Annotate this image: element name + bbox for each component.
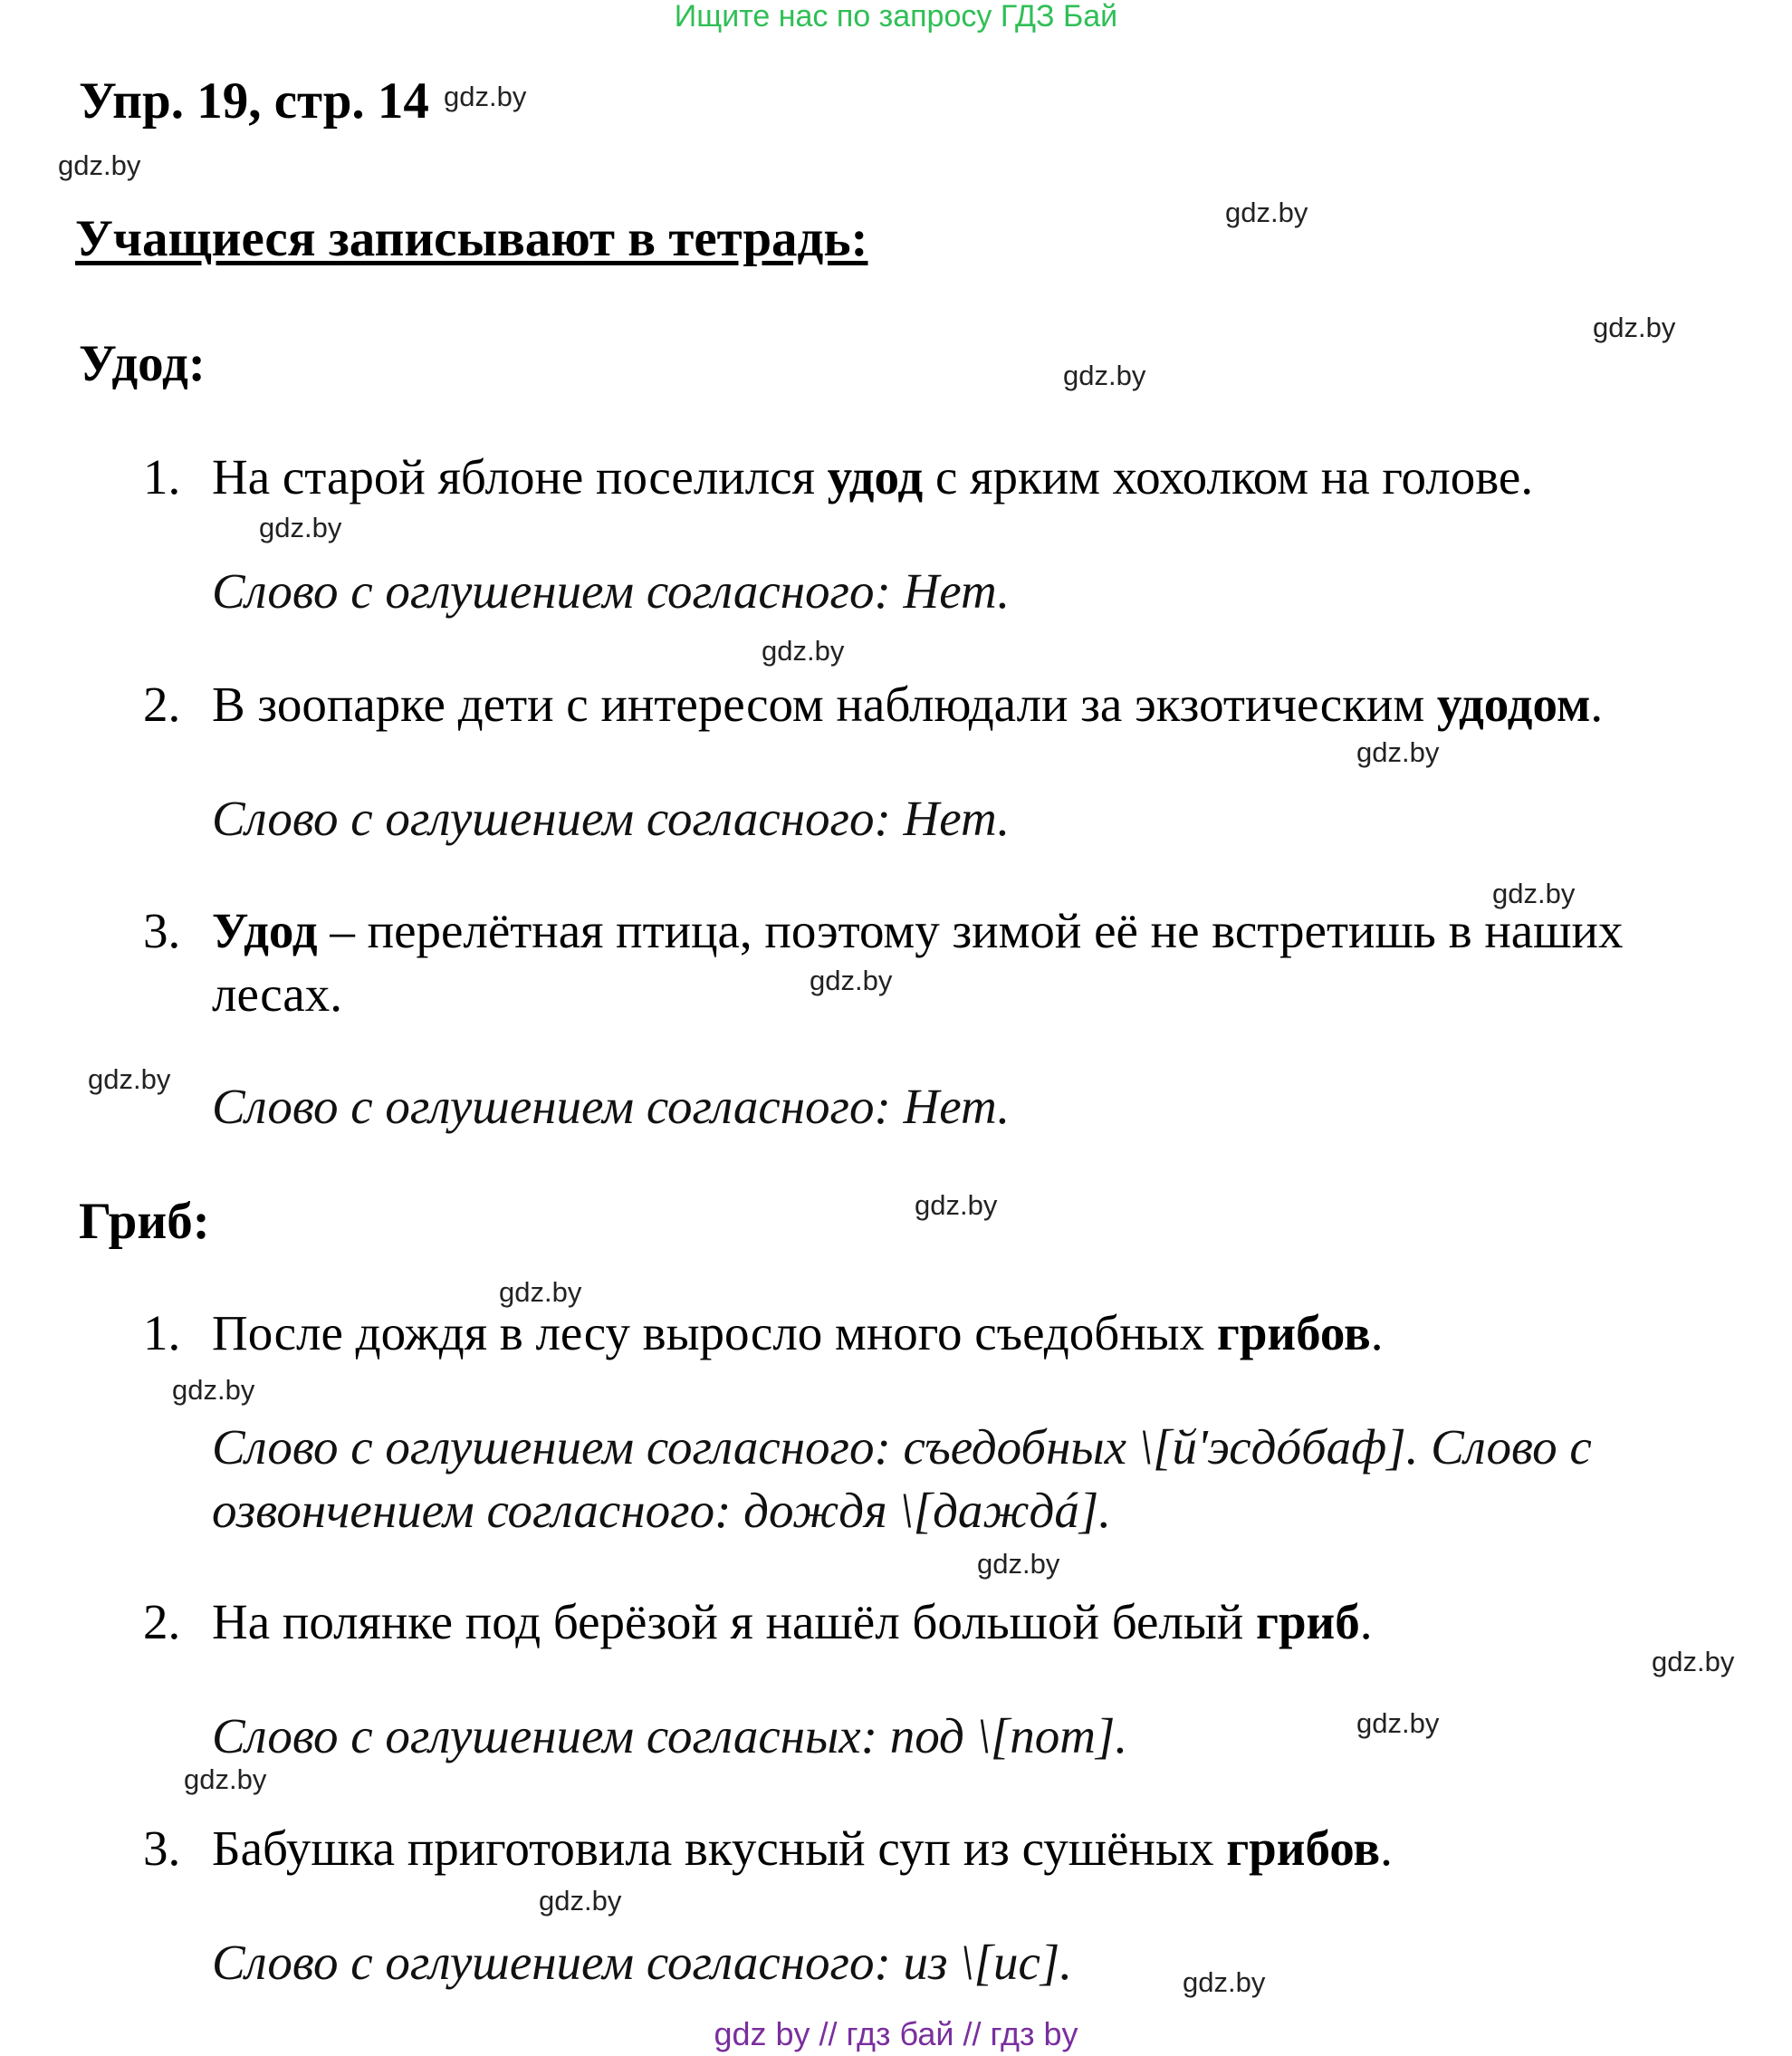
watermark: gdz.by bbox=[172, 1374, 255, 1406]
highlight-word: удод bbox=[827, 449, 924, 504]
list-item-number: 2. bbox=[143, 677, 181, 732]
watermark: gdz.by bbox=[88, 1063, 171, 1095]
watermark: gdz.by bbox=[539, 1885, 622, 1917]
list-item-note: Слово с оглушением согласного: съедобных \[й'эсдóбаф]. Слово с озвончением согласного: дождя \[даждá]. bbox=[212, 1419, 1592, 1538]
footer-links: gdz by // гдз бай // гдз by bbox=[714, 2015, 1078, 2052]
page-title: Упр. 19, стр. 14 bbox=[79, 72, 429, 130]
list-item-number: 1. bbox=[143, 1305, 181, 1360]
watermark: gdz.by bbox=[810, 965, 893, 996]
list-item-number: 1. bbox=[143, 449, 181, 504]
watermark: gdz.by bbox=[1593, 312, 1676, 343]
list-item-note: Слово с оглушением согласного: Нет. bbox=[212, 791, 1011, 846]
list-item-sentence: После дождя в лесу выросло много съедобных грибов. bbox=[212, 1305, 1384, 1360]
highlight-word: гриб bbox=[1255, 1594, 1360, 1649]
list-item-note: Слово с оглушением согласных: под \[пот]. bbox=[212, 1708, 1128, 1763]
highlight-word: Удод bbox=[212, 903, 318, 958]
list-item-note: Слово с оглушением согласного: Нет. bbox=[212, 1079, 1011, 1134]
list-item-number: 2. bbox=[143, 1594, 181, 1649]
highlight-word: удодом bbox=[1436, 677, 1591, 732]
section-heading-grib: Гриб: bbox=[79, 1193, 210, 1250]
watermark: gdz.by bbox=[1356, 1707, 1440, 1739]
watermark: gdz.by bbox=[444, 81, 527, 112]
highlight-word: грибов bbox=[1216, 1305, 1371, 1360]
list-item-note: Слово с оглушением согласного: Нет. bbox=[212, 563, 1011, 619]
watermark: gdz.by bbox=[58, 149, 141, 181]
list-item-number: 3. bbox=[143, 1821, 181, 1876]
watermark: gdz.by bbox=[977, 1548, 1060, 1580]
watermark: gdz.by bbox=[1063, 360, 1146, 391]
list-item-note: Слово с оглушением согласного: из \[ис]. bbox=[212, 1935, 1073, 1990]
list-item-sentence: На полянке под берёзой я нашёл большой белый гриб. bbox=[212, 1594, 1373, 1649]
list-item-number: 3. bbox=[143, 903, 181, 958]
list-item-sentence: Бабушка приготовила вкусный суп из сушёных грибов. bbox=[212, 1821, 1393, 1876]
promo-banner: Ищите нас по запросу ГДЗ Бай bbox=[674, 0, 1118, 34]
highlight-word: грибов bbox=[1226, 1821, 1381, 1876]
watermark: gdz.by bbox=[1492, 878, 1576, 909]
watermark: gdz.by bbox=[259, 512, 342, 543]
watermark: gdz.by bbox=[762, 635, 845, 667]
watermark: gdz.by bbox=[1183, 1966, 1266, 1998]
list-item-sentence: В зоопарке дети с интересом наблюдали за экзотическим удодом. bbox=[212, 677, 1604, 732]
watermark: gdz.by bbox=[1652, 1646, 1735, 1677]
watermark: gdz.by bbox=[1225, 197, 1308, 228]
watermark: gdz.by bbox=[499, 1276, 582, 1308]
watermark: gdz.by bbox=[184, 1763, 267, 1795]
subtitle: Учащиеся записывают в тетрадь: bbox=[75, 210, 868, 267]
section-heading-udod: Удод: bbox=[79, 335, 206, 392]
watermark: gdz.by bbox=[1356, 736, 1440, 768]
watermark: gdz.by bbox=[915, 1189, 998, 1221]
list-item-sentence: Удод – перелётная птица, поэтому зимой её не встретишь в наших лесах. bbox=[212, 903, 1624, 1022]
list-item-sentence: На старой яблоне поселился удод с ярким хохолком на голове. bbox=[212, 449, 1534, 504]
